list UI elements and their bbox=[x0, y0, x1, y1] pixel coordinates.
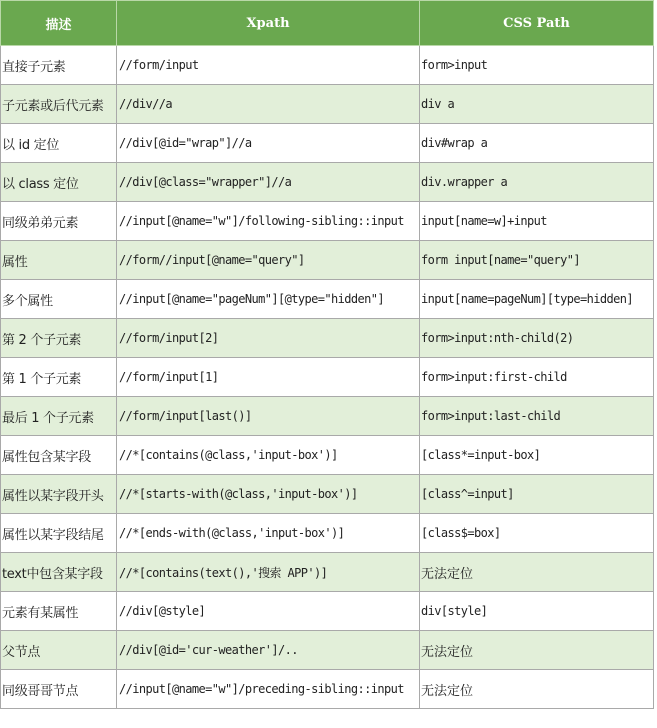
table-row bbox=[1, 397, 654, 436]
css-path-cell: form>input bbox=[420, 46, 654, 85]
table-row bbox=[1, 319, 654, 358]
css-path-cell: div[style] bbox=[420, 592, 654, 631]
header-css-path: CSS Path bbox=[420, 1, 654, 46]
description-cell: 直接子元素 bbox=[1, 46, 117, 85]
css-path-cell: 无法定位 bbox=[420, 670, 654, 709]
xpath-cell: //input[@name="w"]/following-sibling::input bbox=[117, 202, 420, 241]
description-cell: 第 2 个子元素 bbox=[1, 319, 117, 358]
css-path-cell: div#wrap a bbox=[420, 124, 654, 163]
description-cell: 同级哥哥节点 bbox=[1, 670, 117, 709]
css-path-cell: [class^=input] bbox=[420, 475, 654, 514]
css-path-cell: 无法定位 bbox=[420, 553, 654, 592]
xpath-cell: //*[contains(@class,'input-box')] bbox=[117, 436, 420, 475]
css-path-cell: form>input:nth-child(2) bbox=[420, 319, 654, 358]
xpath-cell: //*[starts-with(@class,'input-box')] bbox=[117, 475, 420, 514]
table-row bbox=[1, 631, 654, 670]
description-cell: 多个属性 bbox=[1, 280, 117, 319]
xpath-cell: //div[@id="wrap"]//a bbox=[117, 124, 420, 163]
description-cell: 属性包含某字段 bbox=[1, 436, 117, 475]
header-row bbox=[1, 1, 654, 46]
table-row bbox=[1, 358, 654, 397]
xpath-cell: //*[contains(text(),'搜索 APP')] bbox=[117, 553, 420, 592]
description-cell: 同级弟弟元素 bbox=[1, 202, 117, 241]
header-description: 描述 bbox=[1, 1, 117, 46]
table-row bbox=[1, 124, 654, 163]
css-path-cell: form input[name="query"] bbox=[420, 241, 654, 280]
css-path-cell: form>input:first-child bbox=[420, 358, 654, 397]
xpath-cell: //div[@style] bbox=[117, 592, 420, 631]
table-row bbox=[1, 436, 654, 475]
css-path-cell: [class*=input-box] bbox=[420, 436, 654, 475]
header-xpath: Xpath bbox=[117, 1, 420, 46]
description-cell: text中包含某字段 bbox=[1, 553, 117, 592]
table-row bbox=[1, 163, 654, 202]
description-cell: 子元素或后代元素 bbox=[1, 85, 117, 124]
xpath-cell: //div//a bbox=[117, 85, 420, 124]
table-row bbox=[1, 592, 654, 631]
description-cell: 元素有某属性 bbox=[1, 592, 117, 631]
css-path-cell: div a bbox=[420, 85, 654, 124]
table-row bbox=[1, 241, 654, 280]
xpath-cell: //form/input[2] bbox=[117, 319, 420, 358]
description-cell: 属性 bbox=[1, 241, 117, 280]
description-cell: 以 class 定位 bbox=[1, 163, 117, 202]
css-path-cell: [class$=box] bbox=[420, 514, 654, 553]
css-path-cell: form>input:last-child bbox=[420, 397, 654, 436]
description-cell: 以 id 定位 bbox=[1, 124, 117, 163]
description-cell: 最后 1 个子元素 bbox=[1, 397, 117, 436]
description-cell: 属性以某字段开头 bbox=[1, 475, 117, 514]
css-path-cell: 无法定位 bbox=[420, 631, 654, 670]
css-path-cell: input[name=pageNum][type=hidden] bbox=[420, 280, 654, 319]
table-row bbox=[1, 85, 654, 124]
table-row bbox=[1, 280, 654, 319]
css-path-cell: input[name=w]+input bbox=[420, 202, 654, 241]
xpath-cell: //*[ends-with(@class,'input-box')] bbox=[117, 514, 420, 553]
xpath-cell: //input[@name="w"]/preceding-sibling::input bbox=[117, 670, 420, 709]
xpath-cell: //input[@name="pageNum"][@type="hidden"] bbox=[117, 280, 420, 319]
xpath-cell: //div[@id='cur-weather']/.. bbox=[117, 631, 420, 670]
description-cell: 属性以某字段结尾 bbox=[1, 514, 117, 553]
table-row bbox=[1, 202, 654, 241]
xpath-cell: //form//input[@name="query"] bbox=[117, 241, 420, 280]
description-cell: 第 1 个子元素 bbox=[1, 358, 117, 397]
table-row bbox=[1, 553, 654, 592]
table-row bbox=[1, 670, 654, 709]
table-row bbox=[1, 514, 654, 553]
css-path-cell: div.wrapper a bbox=[420, 163, 654, 202]
xpath-cell: //form/input[last()] bbox=[117, 397, 420, 436]
table-row bbox=[1, 46, 654, 85]
xpath-cell: //form/input bbox=[117, 46, 420, 85]
description-cell: 父节点 bbox=[1, 631, 117, 670]
xpath-cell: //form/input[1] bbox=[117, 358, 420, 397]
xpath-cell: //div[@class="wrapper"]//a bbox=[117, 163, 420, 202]
table-row bbox=[1, 475, 654, 514]
